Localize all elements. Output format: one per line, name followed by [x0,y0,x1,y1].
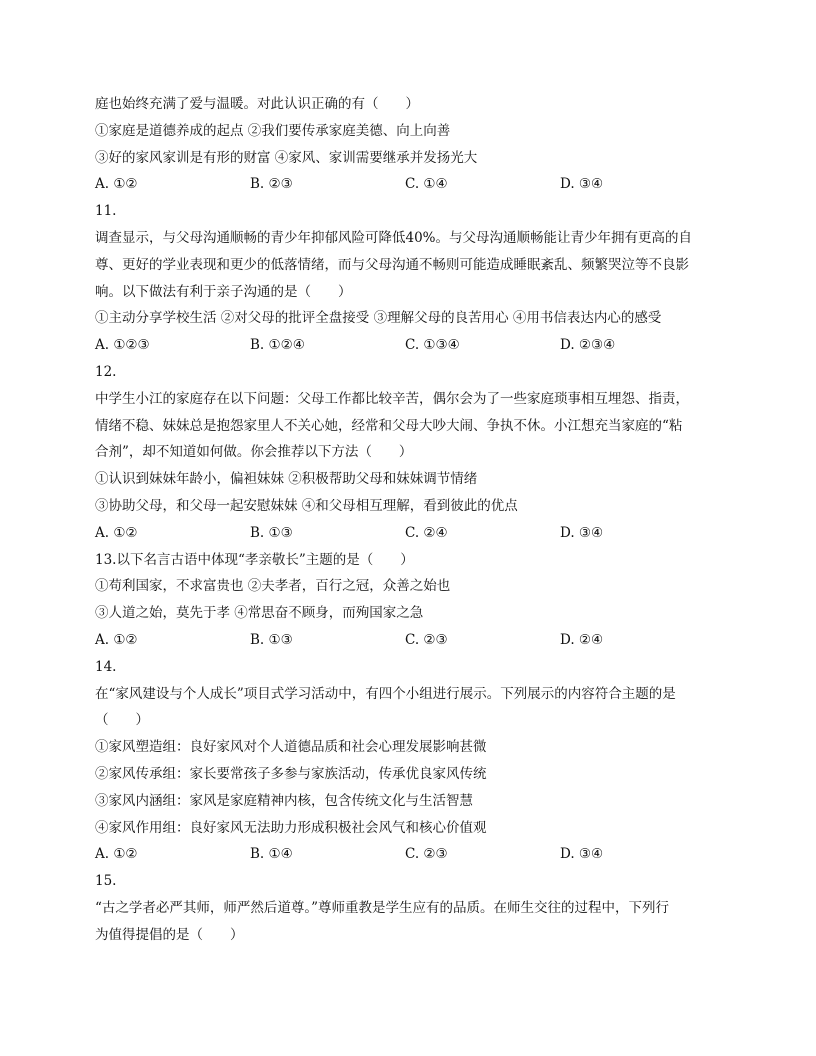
question-stem: 中学生小江的家庭存在以下问题：父母工作都比较辛苦，偶尔会为了一些家庭琐事相互埋怨、指责， [95,390,689,407]
option-d: D. ②④ [560,631,604,648]
option-b: B. ①④ [250,846,293,863]
question-stem: 调查显示，与父母沟通顺畅的青少年抑郁风险可降低40%。与父母沟通顺畅能让青少年拥有更高的自 [95,229,693,246]
question-stem: 尊、更好的学业表现和更少的低落情绪，而与父母沟通不畅则可能造成睡眠紊乱、频繁哭泣等不良影 [95,256,689,273]
question-stem: 响。以下做法有利于亲子沟通的是（ ） [95,283,352,300]
question-stem: 13.以下名言古语中体现“孝亲敬长”主题的是（ ） [95,551,414,568]
question-stem: 情绪不稳、妹妹总是抱怨家里人不关心她，经常和父母大吵大闹、争执不休。小江想充当家庭的“粘 [95,417,683,434]
option-c: C. ②③ [405,846,448,863]
option-c: C. ②④ [405,524,448,541]
option-d: D. ②③④ [560,337,616,354]
statement-line: ③人道之始，莫先于孝 ④常思奋不顾身，而殉国家之急 [95,605,424,622]
statement-line: ②家风传承组：家长要常孩子多参与家族活动，传承优良家风传统 [95,765,487,782]
statement-line: ①家风塑造组：良好家风对个人道德品质和社会心理发展影响甚微 [95,739,487,756]
question-15 [95,868,721,948]
statement-line: ③协助父母，和父母一起安慰妹妹 ④和父母相互理解，看到彼此的优点 [95,497,518,514]
question-number: 15. [95,873,117,890]
question-list [95,91,721,949]
answer-options [95,627,721,654]
option-b: B. ①③ [250,524,293,541]
statement-line: ③好的家风家训是有形的财富 ④家风、家训需要继承并发扬光大 [95,149,478,166]
statement-line: ④家风作用组：良好家风无法助力形成积极社会风气和核心价值观 [95,819,487,836]
question-stem: 庭也始终充满了爱与温暖。对此认识正确的有（ ） [95,96,419,112]
question-number: 14. [95,658,117,675]
question-stem: （ ） [95,712,149,729]
option-a: A. ①② [95,176,138,193]
option-b: B. ①③ [250,631,293,648]
statement-line: ①主动分享学校生活 ②对父母的批评全盘接受 ③理解父母的良苦用心 ④用书信表达内心的感受 [95,310,662,327]
question-number: 11. [95,203,117,220]
answer-options [95,841,721,868]
question-14 [95,654,721,868]
option-b: B. ①②④ [250,337,305,354]
question-13 [95,547,721,654]
option-d: D. ③④ [560,524,604,541]
option-c: C. ②③ [405,631,448,648]
option-d: D. ③④ [560,176,604,193]
statement-line: ①苟利国家，不求富贵也 ②夫孝者，百行之冠，众善之始也 [95,578,451,595]
option-a: A. ①② [95,846,138,863]
answer-options [95,520,721,547]
option-c: C. ①④ [405,176,448,193]
option-a: A. ①②③ [95,337,150,354]
option-c: C. ①③④ [405,337,460,354]
option-d: D. ③④ [560,846,604,863]
question-11 [95,198,721,359]
statement-line: ①家庭是道德养成的起点 ②我们要传承家庭美德、向上向善 [95,122,451,139]
question-12 [95,359,721,547]
option-a: A. ①② [95,631,138,648]
question-stem: 合剂”，却不知道如何做。你会推荐以下方法（ ） [95,444,413,461]
question-10 [95,91,721,198]
answer-options [95,332,721,359]
statement-line: ③家风内涵组：家风是家庭精神内核，包含传统文化与生活智慧 [95,792,473,809]
option-b: B. ②③ [250,176,293,193]
statement-line: ①认识到妹妹年龄小，偏袒妹妹 ②积极帮助父母和妹妹调节情绪 [95,471,478,488]
question-number: 12. [95,363,117,380]
question-stem: 为值得提倡的是（ ） [95,926,244,943]
option-a: A. ①② [95,524,138,541]
question-stem: 在“家风建设与个人成长”项目式学习活动中，有四个小组进行展示。下列展示的内容符合主题的是 [95,685,676,702]
answer-options [95,171,721,198]
question-stem: “古之学者必严其师，师严然后道尊。”尊师重教是学生应有的品质。在师生交往的过程中，下列行 [95,899,670,916]
